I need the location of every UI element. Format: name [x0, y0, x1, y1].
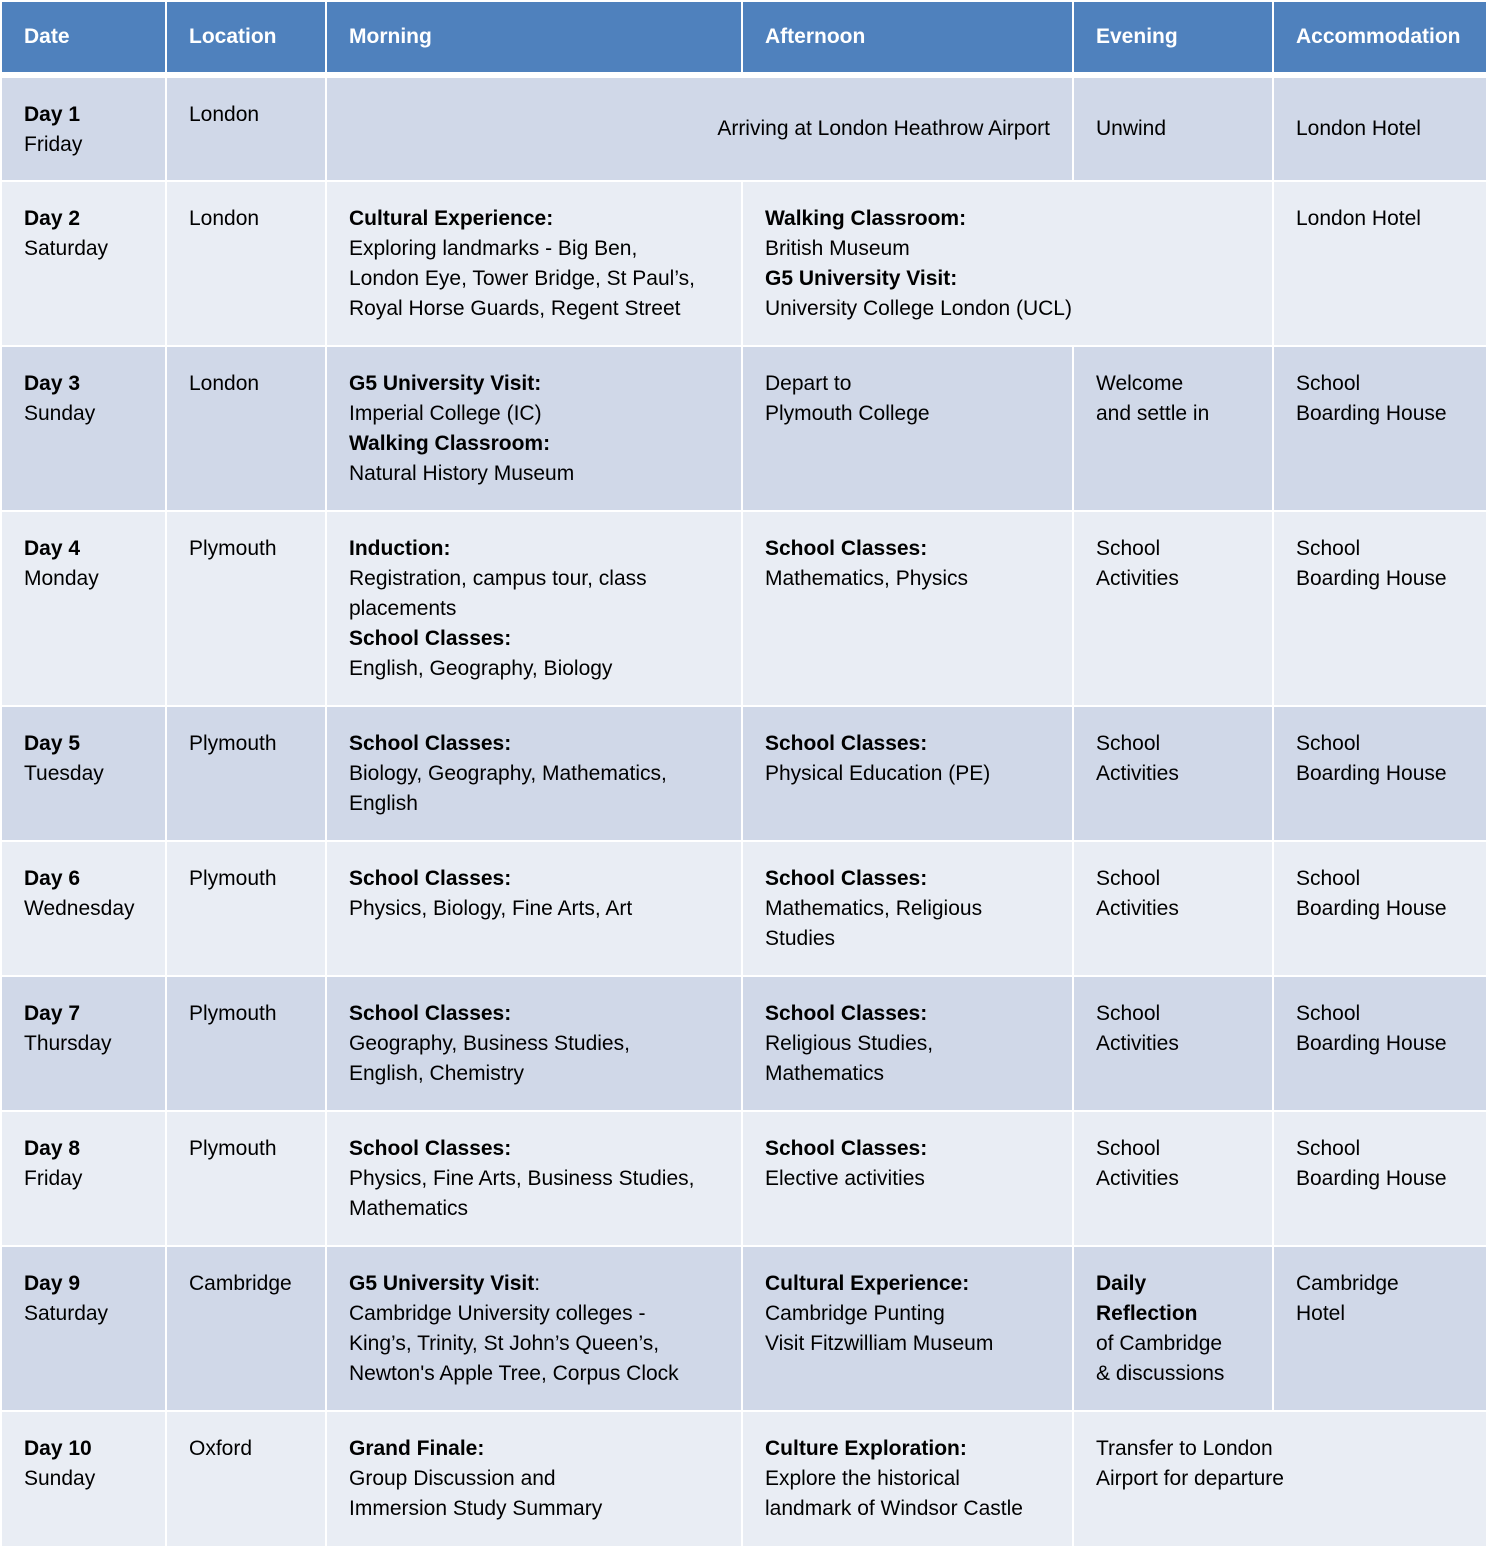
activity-text: Newton's Apple Tree, Corpus Clock	[349, 1362, 679, 1385]
activity-text: Royal Horse Guards, Regent Street	[349, 297, 681, 320]
evening-text: Unwind	[1096, 117, 1167, 140]
activity-text: Cambridge University colleges -	[349, 1302, 646, 1325]
activity-text: Religious Studies,	[765, 1032, 934, 1055]
activity-text: Immersion Study Summary	[349, 1497, 603, 1520]
evening-text: Activities	[1096, 567, 1179, 590]
afternoon-evening-cell	[742, 181, 1273, 346]
afternoon-cell	[742, 976, 1073, 1111]
weekday-label: Saturday	[24, 237, 109, 260]
activity-text: placements	[349, 597, 457, 620]
evening-text: Activities	[1096, 1032, 1179, 1055]
morning-cell	[326, 1246, 742, 1411]
location-label: Plymouth	[189, 1137, 277, 1160]
activity-text: Physics, Fine Arts, Business Studies,	[349, 1167, 695, 1190]
activity-text: Physics, Biology, Fine Arts, Art	[349, 897, 633, 920]
date-cell	[1, 181, 166, 346]
evening-text: & discussions	[1096, 1362, 1225, 1385]
evening-text: and settle in	[1096, 402, 1210, 425]
activity-text: Physical Education (PE)	[765, 762, 991, 785]
evening-text: Activities	[1096, 762, 1179, 785]
header-date: Date	[1, 1, 166, 75]
evening-cell	[1073, 1111, 1273, 1246]
day-label: Day 1	[24, 103, 81, 126]
activity-text: Studies	[765, 927, 836, 950]
activity-text: London Eye, Tower Bridge, St Paul’s,	[349, 267, 695, 290]
accommodation-text: Hotel	[1296, 1302, 1346, 1325]
day-label: Day 5	[24, 732, 81, 755]
afternoon-cell	[742, 1411, 1073, 1547]
accommodation-cell	[1273, 841, 1486, 976]
header-accommodation: Accommodation	[1273, 1, 1486, 75]
location-label: Oxford	[189, 1437, 253, 1460]
header-afternoon: Afternoon	[742, 1, 1073, 75]
date-cell	[1, 1411, 166, 1547]
weekday-label: Friday	[24, 133, 83, 156]
weekday-label: Tuesday	[24, 762, 104, 785]
table-row	[1, 181, 1486, 346]
evening-text: Welcome	[1096, 372, 1184, 395]
day-label: Day 8	[24, 1137, 81, 1160]
location-label: Plymouth	[189, 537, 277, 560]
activity-text: Biology, Geography, Mathematics,	[349, 762, 667, 785]
morning-cell	[326, 1411, 742, 1547]
activity-heading: School Classes:	[349, 1002, 512, 1025]
activity-text: Elective activities	[765, 1167, 925, 1190]
table-row	[1, 75, 1486, 181]
location-cell	[166, 706, 326, 841]
header-evening: Evening	[1073, 1, 1273, 75]
accommodation-cell	[1273, 75, 1486, 181]
heading-colon: :	[534, 1272, 541, 1295]
weekday-label: Sunday	[24, 1467, 96, 1490]
activity-text: English, Chemistry	[349, 1062, 525, 1085]
accommodation-text: Cambridge	[1296, 1272, 1399, 1295]
evening-text: School	[1096, 867, 1161, 890]
location-cell	[166, 511, 326, 706]
accommodation-text: Boarding House	[1296, 402, 1447, 425]
location-cell	[166, 1111, 326, 1246]
evening-heading: Daily	[1096, 1272, 1147, 1295]
weekday-label: Saturday	[24, 1302, 109, 1325]
location-cell	[166, 1246, 326, 1411]
activity-heading: Walking Classroom:	[349, 432, 551, 455]
date-cell	[1, 1246, 166, 1411]
evening-cell	[1073, 1246, 1273, 1411]
evening-cell	[1073, 75, 1273, 181]
activity-heading: Induction:	[349, 537, 451, 560]
location-cell	[166, 976, 326, 1111]
location-cell	[166, 346, 326, 511]
evening-text: Airport for departure	[1096, 1467, 1284, 1490]
day-label: Day 6	[24, 867, 81, 890]
afternoon-cell	[742, 841, 1073, 976]
location-label: Plymouth	[189, 1002, 277, 1025]
activity-text: Geography, Business Studies,	[349, 1032, 630, 1055]
accommodation-cell	[1273, 181, 1486, 346]
activity-text: Mathematics, Physics	[765, 567, 969, 590]
activity-text: Visit Fitzwilliam Museum	[765, 1332, 994, 1355]
evening-text: Transfer to London	[1096, 1437, 1273, 1460]
weekday-label: Thursday	[24, 1032, 112, 1055]
table-row	[1, 706, 1486, 841]
table-row	[1, 841, 1486, 976]
table-row	[1, 511, 1486, 706]
accommodation-text: London Hotel	[1296, 207, 1421, 230]
location-label: London	[189, 103, 260, 126]
activity-heading: School Classes:	[765, 867, 928, 890]
activity-text: Mathematics	[765, 1062, 885, 1085]
day-label: Day 9	[24, 1272, 81, 1295]
weekday-label: Monday	[24, 567, 99, 590]
day-label: Day 2	[24, 207, 81, 230]
accommodation-text: London Hotel	[1296, 117, 1421, 140]
activity-heading: G5 University Visit	[349, 1272, 535, 1295]
weekday-label: Wednesday	[24, 897, 135, 920]
weekday-label: Sunday	[24, 402, 96, 425]
activity-text: Cambridge Punting	[765, 1302, 945, 1325]
activity-text: Explore the historical	[765, 1467, 960, 1490]
accommodation-text: School	[1296, 372, 1361, 395]
morning-cell	[326, 706, 742, 841]
header-location: Location	[166, 1, 326, 75]
evening-text: Activities	[1096, 897, 1179, 920]
evening-text: School	[1096, 1002, 1161, 1025]
weekday-label: Friday	[24, 1167, 83, 1190]
location-cell	[166, 841, 326, 976]
day-label: Day 4	[24, 537, 81, 560]
accommodation-text: Boarding House	[1296, 762, 1447, 785]
evening-text: School	[1096, 1137, 1161, 1160]
header-morning: Morning	[326, 1, 742, 75]
activity-text: Imperial College (IC)	[349, 402, 542, 425]
activity-text: British Museum	[765, 237, 910, 260]
location-label: Plymouth	[189, 867, 277, 890]
activity-heading: School Classes:	[765, 1002, 928, 1025]
activity-text: University College London (UCL)	[765, 297, 1072, 320]
morning-cell	[326, 976, 742, 1111]
activity-text: King’s, Trinity, St John’s Queen’s,	[349, 1332, 660, 1355]
date-cell	[1, 976, 166, 1111]
activity-heading: School Classes:	[765, 537, 928, 560]
location-label: Cambridge	[189, 1272, 292, 1295]
activity-text: landmark of Windsor Castle	[765, 1497, 1023, 1520]
activity-heading: School Classes:	[349, 1137, 512, 1160]
header-row	[1, 1, 1486, 75]
date-cell	[1, 706, 166, 841]
afternoon-cell	[742, 346, 1073, 511]
accommodation-cell	[1273, 706, 1486, 841]
date-cell	[1, 75, 166, 181]
evening-accommodation-cell	[1073, 1411, 1486, 1547]
date-cell	[1, 346, 166, 511]
evening-cell	[1073, 976, 1273, 1111]
table-row	[1, 1111, 1486, 1246]
evening-text: of Cambridge	[1096, 1332, 1223, 1355]
accommodation-text: School	[1296, 1137, 1361, 1160]
evening-cell	[1073, 706, 1273, 841]
activity-text: Mathematics	[349, 1197, 469, 1220]
accommodation-cell	[1273, 346, 1486, 511]
activity-text: English	[349, 792, 418, 815]
day-label: Day 7	[24, 1002, 81, 1025]
location-cell	[166, 181, 326, 346]
evening-cell	[1073, 841, 1273, 976]
date-cell	[1, 1111, 166, 1246]
morning-cell	[326, 346, 742, 511]
evening-heading: Reflection	[1096, 1302, 1198, 1325]
location-cell	[166, 1411, 326, 1547]
afternoon-cell	[742, 511, 1073, 706]
activity-text: Plymouth College	[765, 402, 930, 425]
activity-text: Exploring landmarks - Big Ben,	[349, 237, 638, 260]
morning-cell	[326, 181, 742, 346]
table-row	[1, 1411, 1486, 1547]
table-row	[1, 1246, 1486, 1411]
accommodation-cell	[1273, 1111, 1486, 1246]
activity-heading: School Classes:	[349, 867, 512, 890]
activity-heading: School Classes:	[765, 1137, 928, 1160]
evening-cell	[1073, 346, 1273, 511]
morning-cell	[326, 841, 742, 976]
accommodation-cell	[1273, 511, 1486, 706]
accommodation-cell	[1273, 976, 1486, 1111]
afternoon-cell	[742, 1246, 1073, 1411]
activity-heading: School Classes:	[349, 732, 512, 755]
accommodation-text: School	[1296, 1002, 1361, 1025]
activity-heading: G5 University Visit:	[765, 267, 958, 290]
accommodation-text: Boarding House	[1296, 1032, 1447, 1055]
activity-heading: Culture Exploration:	[765, 1437, 967, 1460]
activity-heading: Grand Finale:	[349, 1437, 485, 1460]
accommodation-text: Boarding House	[1296, 897, 1447, 920]
evening-text: School	[1096, 537, 1161, 560]
table-row	[1, 346, 1486, 511]
accommodation-text: School	[1296, 732, 1361, 755]
day-label: Day 3	[24, 372, 81, 395]
morning-cell	[326, 511, 742, 706]
activity-text: Mathematics, Religious	[765, 897, 983, 920]
accommodation-text: Boarding House	[1296, 567, 1447, 590]
activity-heading: School Classes:	[349, 627, 512, 650]
activity-text: English, Geography, Biology	[349, 657, 613, 680]
day-label: Day 10	[24, 1437, 92, 1460]
afternoon-cell	[742, 706, 1073, 841]
accommodation-cell	[1273, 1246, 1486, 1411]
evening-text: Activities	[1096, 1167, 1179, 1190]
accommodation-text: School	[1296, 867, 1361, 890]
location-label: Plymouth	[189, 732, 277, 755]
accommodation-text: School	[1296, 537, 1361, 560]
location-label: London	[189, 207, 260, 230]
activity-text: Natural History Museum	[349, 462, 575, 485]
activity-heading: School Classes:	[765, 732, 928, 755]
afternoon-cell	[742, 1111, 1073, 1246]
evening-cell	[1073, 511, 1273, 706]
activity-heading: Walking Classroom:	[765, 207, 967, 230]
activity-heading: Cultural Experience:	[765, 1272, 970, 1295]
location-label: London	[189, 372, 260, 395]
date-cell	[1, 841, 166, 976]
activity-text: Arriving at London Heathrow Airport	[717, 117, 1050, 140]
date-cell	[1, 511, 166, 706]
table-row	[1, 976, 1486, 1111]
morning-afternoon-cell	[326, 75, 1073, 181]
evening-text: School	[1096, 732, 1161, 755]
accommodation-text: Boarding House	[1296, 1167, 1447, 1190]
activity-text: Group Discussion and	[349, 1467, 556, 1490]
activity-text: Depart to	[765, 372, 852, 395]
morning-cell	[326, 1111, 742, 1246]
location-cell	[166, 75, 326, 181]
activity-heading: Cultural Experience:	[349, 207, 554, 230]
activity-heading: G5 University Visit:	[349, 372, 542, 395]
activity-text: Registration, campus tour, class	[349, 567, 647, 590]
